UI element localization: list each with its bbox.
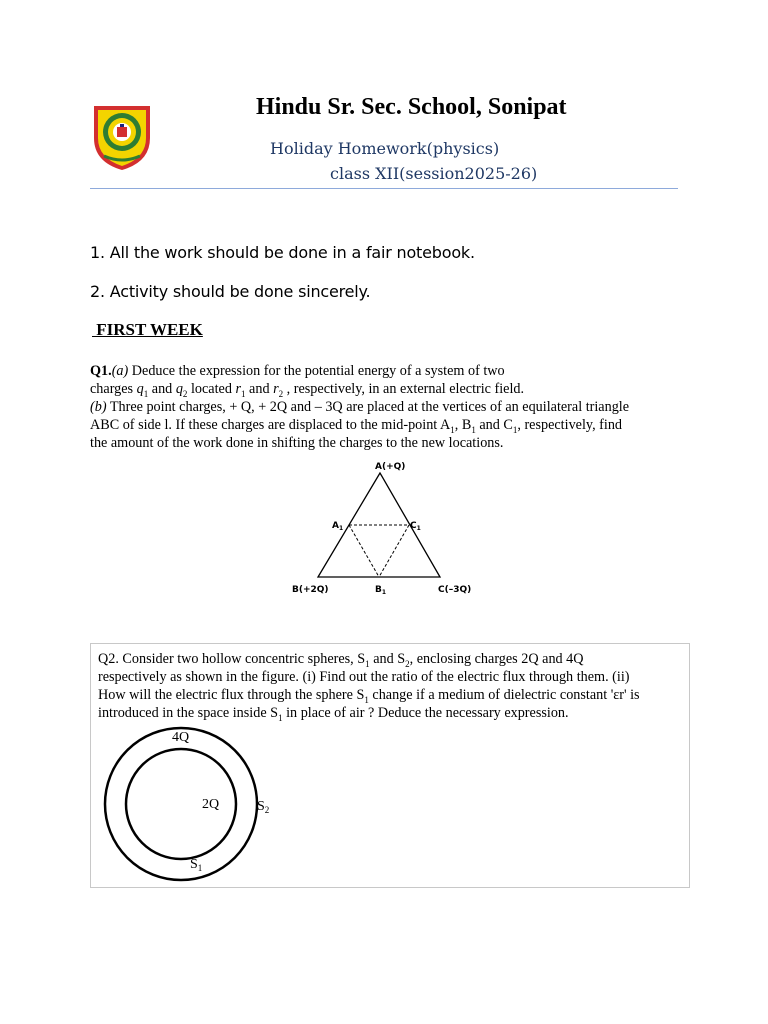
instruction-1: 1. All the work should be done in a fair notebook. <box>90 243 475 262</box>
q1-line-4: ABC of side l. If these charges are displaced to the mid-point $A_1$, $B_1$ and $C_1$, respectively, find <box>90 417 623 435</box>
label-c1: $C_1$ <box>410 521 421 532</box>
outer-sphere-label: $S_2$ <box>257 799 270 815</box>
school-logo <box>90 100 154 172</box>
label-b1: $B_1$ <box>375 585 387 596</box>
concentric-spheres-diagram <box>99 724 279 886</box>
instruction-2: 2. Activity should be done sincerely. <box>90 282 371 301</box>
outer-charge-label: 4Q <box>172 730 190 745</box>
header-divider <box>90 188 678 189</box>
triangle-diagram <box>280 455 490 600</box>
q2-line-3: How will the electric flux through the sphere $S_1$ change if a medium of dielectric constant 'εr' is <box>98 687 640 705</box>
inner-charge-label: 2Q <box>202 797 220 812</box>
inner-sphere <box>126 749 236 859</box>
q1-line-3: (b) Three point charges, + Q, + 2Q and – 3Q are placed at the vertices of an equilateral triangle <box>90 399 630 415</box>
q2-line-1: Q2. Consider two hollow concentric spheres, $S_1$ and $S_2$, enclosing charges 2Q and 4Q <box>98 651 584 669</box>
q1-line-1: Q1.(a) Deduce the expression for the potential energy of a system of two <box>90 363 505 379</box>
q1-line-2: charges $q_1$ and $q_2$ located $r_1$ and $r_2$ , respectively, in an external electric field. <box>90 381 525 399</box>
dashed-c1-b1 <box>379 525 409 577</box>
question-1 <box>90 362 690 452</box>
outer-sphere <box>105 728 257 880</box>
question-2 <box>98 650 688 722</box>
label-c: C(–3Q) <box>438 585 472 595</box>
dashed-a1-b1 <box>349 525 379 577</box>
label-b: B(+2Q) <box>292 585 329 595</box>
q1-line-5: the amount of the work done in shifting the charges to the new locations. <box>90 435 504 451</box>
section-heading: FIRST WEEK <box>92 320 203 339</box>
question-2-box <box>90 643 690 888</box>
school-name: Hindu Sr. Sec. School, Sonipat <box>256 94 567 120</box>
label-a: A(+Q) <box>375 462 406 472</box>
inner-sphere-label: $S_1$ <box>190 857 203 873</box>
label-a1: $A_1$ <box>332 521 344 532</box>
q2-line-2: respectively as shown in the figure. (i) Find out the ratio of the electric flux through them. (ii) <box>98 669 630 685</box>
homework-title: Holiday Homework(physics) <box>270 139 500 158</box>
class-session: class XII(session2025-26) <box>330 164 538 183</box>
q2-line-4: introduced in the space inside $S_1$ in place of air ? Deduce the necessary expression. <box>98 705 569 723</box>
